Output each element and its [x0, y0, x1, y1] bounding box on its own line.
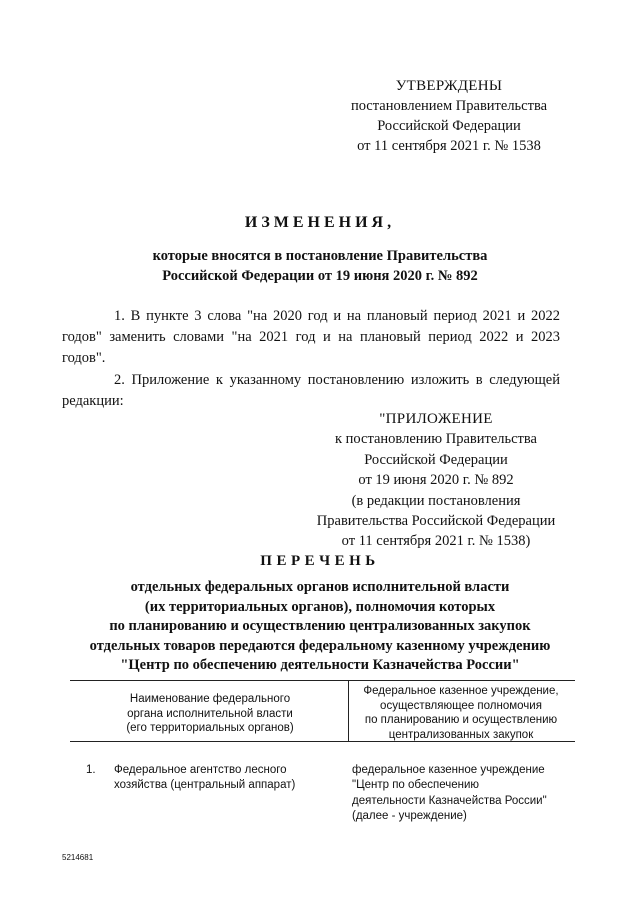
header-line: органа исполнительной власти [127, 707, 293, 720]
document-title: ИЗМЕНЕНИЯ, [244, 214, 396, 231]
table-row-institution [352, 763, 574, 825]
list-subtitle-line: "Центр по обеспечению деятельности Казначейства России" [120, 657, 520, 674]
appendix-line: от 19 июня 2020 г. № 892 [358, 472, 514, 489]
list-subtitle-line: (их территориальных органов), полномочия которых [144, 598, 496, 615]
appendix-line: от 11 сентября 2021 г. № 1538) [341, 533, 531, 550]
cell-line: Федеральное агентство лесного [114, 764, 287, 776]
table-column-divider [348, 680, 349, 741]
list-subtitle-line: отдельных товаров передаются федеральному казенному учреждению [89, 637, 551, 654]
subtitle-line: которые вносятся в постановление Правительства [152, 248, 488, 264]
table-header-col2 [350, 684, 572, 742]
table-row-agency [114, 763, 324, 794]
appendix-line: Правительства Российской Федерации [316, 513, 556, 530]
table-top-border [70, 680, 575, 681]
header-line: осуществляющее полномочия [380, 699, 542, 712]
header-line: (его территориальных органов) [126, 722, 294, 735]
cell-line: (далее - учреждение) [352, 810, 467, 823]
paragraph-1: 1. В пункте 3 слова "на 2020 год и на плановый период 2021 и 2022 годов" заменить словами "на 2021 год и на плановый период 2022 и 2023 годов". [62, 308, 560, 366]
header-line: по планированию и осуществлению [364, 714, 558, 727]
cell-line: федеральное казенное учреждение [352, 764, 545, 776]
document-subtitle [0, 246, 640, 286]
paragraph-2: 2. Приложение к указанному постановлению изложить в следующей редакции: [62, 372, 560, 409]
cell-line: "Центр по обеспечению [352, 779, 480, 792]
table-row-number: 1. [86, 764, 96, 776]
header-line: централизованных закупок [388, 728, 534, 741]
appendix-line: (в редакции постановления [351, 492, 521, 509]
approval-line: от 11 сентября 2021 г. № 1538 [357, 138, 541, 154]
header-line: Наименование федерального [129, 693, 291, 705]
document-code: 5214681 [62, 853, 94, 862]
appendix-heading: "ПРИЛОЖЕНИЕ [379, 411, 493, 427]
list-subtitle-line: по планированию и осуществлению централизованных закупок [109, 618, 531, 635]
list-subtitle-line: отдельных федеральных органов исполнительной власти [130, 579, 510, 595]
cell-line: деятельности Казначейства России" [352, 794, 547, 807]
appendix-line: Российской Федерации [364, 451, 508, 468]
header-line: Федеральное казенное учреждение, [363, 685, 559, 697]
cell-line: хозяйства (центральный аппарат) [114, 779, 296, 792]
table-header-col1 [96, 692, 324, 736]
approval-line: Российской Федерации [377, 118, 521, 134]
approval-line: постановлением Правительства [350, 98, 548, 114]
list-title: ПЕРЕЧЕНЬ [260, 553, 380, 569]
appendix-block [302, 409, 570, 552]
approval-block [318, 76, 580, 156]
subtitle-line: Российской Федерации от 19 июня 2020 г. № 892 [162, 268, 478, 284]
appendix-line: к постановлению Правительства [335, 431, 537, 448]
list-subtitle [0, 578, 640, 676]
approval-heading: УТВЕРЖДЕНЫ [395, 78, 503, 94]
